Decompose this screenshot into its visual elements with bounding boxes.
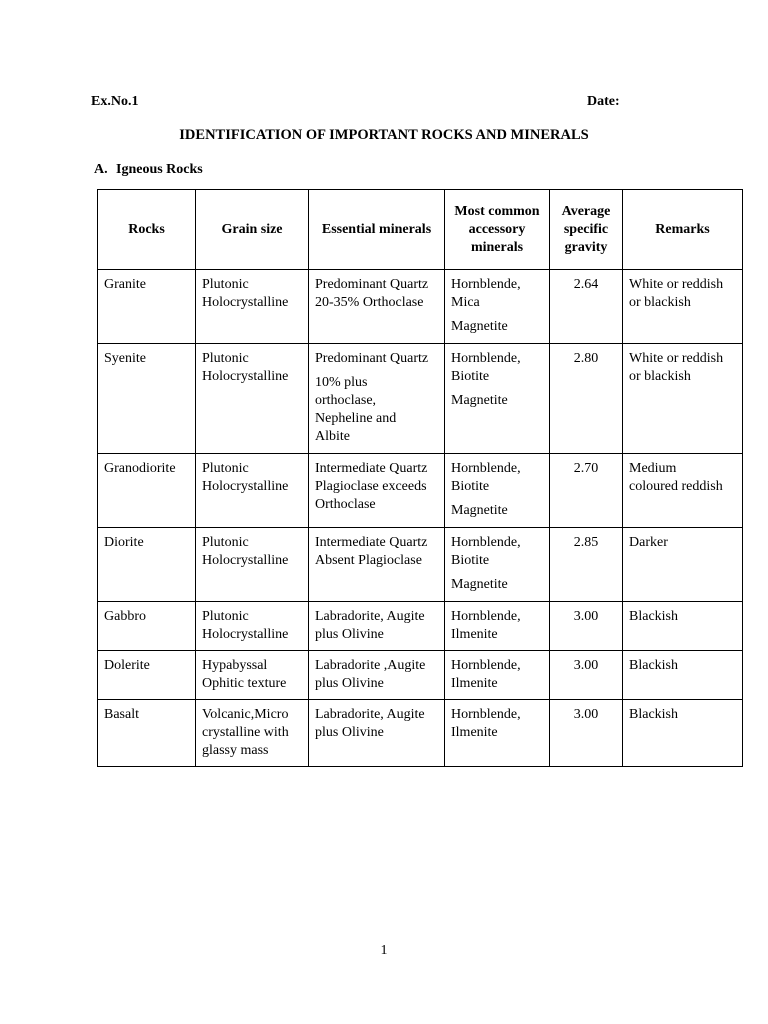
cell-grain-size-line: Holocrystalline bbox=[202, 369, 289, 384]
cell-accessory-minerals-paragraph bbox=[451, 392, 543, 410]
cell-accessory-minerals-paragraph bbox=[451, 608, 543, 644]
cell-essential-minerals-paragraph bbox=[315, 350, 438, 368]
cell-remarks bbox=[623, 700, 743, 767]
cell-remarks bbox=[623, 344, 743, 454]
cell-essential-minerals-line: Predominant Quartz bbox=[315, 277, 429, 292]
cell-accessory-minerals-line: Magnetite bbox=[451, 503, 508, 518]
cell-essential-minerals-line: Absent Plagioclase bbox=[315, 553, 422, 568]
cell-rock-name: Granodiorite bbox=[98, 454, 196, 528]
section-label: Igneous Rocks bbox=[116, 162, 203, 177]
cell-essential-minerals-paragraph bbox=[315, 276, 438, 312]
cell-essential-minerals-paragraph bbox=[315, 460, 438, 514]
cell-grain-size-line: Holocrystalline bbox=[202, 479, 289, 494]
cell-grain-size bbox=[196, 651, 309, 700]
cell-essential-minerals-line: plus Olivine bbox=[315, 627, 384, 642]
cell-grain-size-line: crystalline with bbox=[202, 725, 289, 740]
cell-accessory-minerals bbox=[445, 270, 550, 344]
cell-grain-size-line: Ophitic texture bbox=[202, 676, 287, 691]
cell-grain-size-line: Volcanic,Micro bbox=[202, 707, 289, 722]
cell-accessory-minerals-line: Hornblende, bbox=[451, 609, 521, 624]
cell-remarks-line: Blackish bbox=[629, 609, 678, 624]
table-body bbox=[98, 270, 743, 767]
cell-essential-minerals-line: Labradorite ,Augite bbox=[315, 658, 426, 673]
cell-essential-minerals-line: Labradorite, Augite bbox=[315, 707, 425, 722]
cell-accessory-minerals-line: Hornblende, bbox=[451, 535, 521, 550]
section-letter: A. bbox=[94, 162, 108, 177]
cell-essential-minerals-paragraph bbox=[315, 608, 438, 644]
column-header-essential-minerals: Essential minerals bbox=[309, 190, 445, 270]
cell-accessory-minerals-line: Hornblende, bbox=[451, 277, 521, 292]
cell-remarks bbox=[623, 651, 743, 700]
cell-grain-size bbox=[196, 454, 309, 528]
table-row bbox=[98, 344, 743, 454]
cell-essential-minerals-line: orthoclase, bbox=[315, 393, 377, 408]
table-row bbox=[98, 454, 743, 528]
cell-grain-size bbox=[196, 344, 309, 454]
table-row bbox=[98, 270, 743, 344]
cell-accessory-minerals-line: Magnetite bbox=[451, 319, 508, 334]
cell-specific-gravity: 3.00 bbox=[550, 602, 623, 651]
cell-essential-minerals-paragraph bbox=[315, 534, 438, 570]
cell-essential-minerals-line: 10% plus bbox=[315, 375, 368, 390]
table-row bbox=[98, 528, 743, 602]
column-header-rocks: Rocks bbox=[98, 190, 196, 270]
cell-essential-minerals bbox=[309, 602, 445, 651]
cell-essential-minerals bbox=[309, 651, 445, 700]
cell-accessory-minerals bbox=[445, 454, 550, 528]
cell-specific-gravity: 3.00 bbox=[550, 651, 623, 700]
cell-accessory-minerals-paragraph bbox=[451, 576, 543, 594]
page-number: 1 bbox=[380, 943, 388, 958]
cell-accessory-minerals-line: Hornblende, bbox=[451, 707, 521, 722]
cell-essential-minerals bbox=[309, 454, 445, 528]
cell-remarks-line: Blackish bbox=[629, 707, 678, 722]
cell-grain-size-line: Holocrystalline bbox=[202, 627, 289, 642]
cell-accessory-minerals-line: Magnetite bbox=[451, 393, 508, 408]
cell-grain-size-line: Holocrystalline bbox=[202, 295, 289, 310]
date-label: Date: bbox=[587, 94, 620, 109]
cell-accessory-minerals-line: Biotite bbox=[451, 553, 490, 568]
cell-essential-minerals-line: Nepheline and bbox=[315, 411, 397, 426]
cell-grain-size-line: Plutonic bbox=[202, 609, 249, 624]
cell-grain-size-line: Plutonic bbox=[202, 461, 249, 476]
cell-essential-minerals bbox=[309, 528, 445, 602]
cell-remarks-line: Medium bbox=[629, 461, 677, 476]
cell-accessory-minerals-paragraph bbox=[451, 318, 543, 336]
cell-essential-minerals-line: 20-35% Orthoclase bbox=[315, 295, 424, 310]
cell-accessory-minerals-line: Ilmenite bbox=[451, 725, 498, 740]
cell-essential-minerals-line: Plagioclase exceeds bbox=[315, 479, 427, 494]
cell-rock-name: Granite bbox=[98, 270, 196, 344]
cell-grain-size bbox=[196, 602, 309, 651]
cell-remarks bbox=[623, 270, 743, 344]
cell-grain-size bbox=[196, 528, 309, 602]
table-row bbox=[98, 602, 743, 651]
cell-accessory-minerals bbox=[445, 344, 550, 454]
cell-remarks bbox=[623, 454, 743, 528]
cell-remarks-line: or blackish bbox=[629, 369, 691, 384]
cell-accessory-minerals-line: Magnetite bbox=[451, 577, 508, 592]
cell-remarks-line: White or reddish bbox=[629, 351, 724, 366]
cell-essential-minerals-paragraph bbox=[315, 374, 438, 446]
cell-accessory-minerals-line: Biotite bbox=[451, 479, 490, 494]
cell-accessory-minerals-paragraph bbox=[451, 350, 543, 386]
cell-accessory-minerals bbox=[445, 528, 550, 602]
cell-essential-minerals-line: Predominant Quartz bbox=[315, 351, 429, 366]
cell-essential-minerals-line: Albite bbox=[315, 429, 350, 444]
cell-remarks-line: coloured reddish bbox=[629, 479, 723, 494]
cell-grain-size-line: glassy mass bbox=[202, 743, 269, 758]
rocks-table bbox=[97, 189, 743, 767]
cell-essential-minerals-paragraph bbox=[315, 657, 438, 693]
cell-rock-name: Syenite bbox=[98, 344, 196, 454]
cell-rock-name: Basalt bbox=[98, 700, 196, 767]
cell-essential-minerals-paragraph bbox=[315, 706, 438, 742]
cell-accessory-minerals-line: Mica bbox=[451, 295, 480, 310]
cell-grain-size bbox=[196, 270, 309, 344]
cell-accessory-minerals-paragraph bbox=[451, 276, 543, 312]
section-heading bbox=[94, 162, 203, 178]
cell-accessory-minerals-line: Hornblende, bbox=[451, 658, 521, 673]
cell-accessory-minerals-paragraph bbox=[451, 706, 543, 742]
cell-essential-minerals-line: plus Olivine bbox=[315, 725, 384, 740]
cell-essential-minerals-line: Intermediate Quartz bbox=[315, 461, 428, 476]
cell-grain-size bbox=[196, 700, 309, 767]
cell-essential-minerals bbox=[309, 344, 445, 454]
cell-accessory-minerals-line: Hornblende, bbox=[451, 461, 521, 476]
cell-specific-gravity: 2.85 bbox=[550, 528, 623, 602]
cell-grain-size-line: Plutonic bbox=[202, 351, 249, 366]
cell-essential-minerals-line: Orthoclase bbox=[315, 497, 376, 512]
cell-accessory-minerals bbox=[445, 651, 550, 700]
cell-accessory-minerals-line: Ilmenite bbox=[451, 627, 498, 642]
table-header-row bbox=[98, 190, 743, 270]
cell-grain-size-line: Holocrystalline bbox=[202, 553, 289, 568]
cell-accessory-minerals bbox=[445, 602, 550, 651]
cell-remarks-line: Darker bbox=[629, 535, 668, 550]
column-header-remarks: Remarks bbox=[623, 190, 743, 270]
cell-accessory-minerals-paragraph bbox=[451, 534, 543, 570]
exercise-number: Ex.No.1 bbox=[91, 94, 139, 109]
cell-accessory-minerals bbox=[445, 700, 550, 767]
cell-essential-minerals-line: plus Olivine bbox=[315, 676, 384, 691]
column-header-accessory-minerals: Most common accessory minerals bbox=[445, 190, 550, 270]
page-title: IDENTIFICATION OF IMPORTANT ROCKS AND MINERALS bbox=[179, 127, 589, 143]
table-row bbox=[98, 651, 743, 700]
table-row bbox=[98, 700, 743, 767]
cell-essential-minerals bbox=[309, 270, 445, 344]
cell-specific-gravity: 2.64 bbox=[550, 270, 623, 344]
cell-remarks bbox=[623, 528, 743, 602]
cell-grain-size-line: Plutonic bbox=[202, 535, 249, 550]
cell-grain-size-line: Plutonic bbox=[202, 277, 249, 292]
cell-accessory-minerals-paragraph bbox=[451, 502, 543, 520]
cell-rock-name: Dolerite bbox=[98, 651, 196, 700]
cell-remarks-line: Blackish bbox=[629, 658, 678, 673]
cell-accessory-minerals-paragraph bbox=[451, 460, 543, 496]
cell-essential-minerals-line: Labradorite, Augite bbox=[315, 609, 425, 624]
cell-remarks bbox=[623, 602, 743, 651]
cell-accessory-minerals-line: Hornblende, bbox=[451, 351, 521, 366]
cell-accessory-minerals-line: Ilmenite bbox=[451, 676, 498, 691]
column-header-specific-gravity: Average specific gravity bbox=[550, 190, 623, 270]
column-header-grain-size: Grain size bbox=[196, 190, 309, 270]
cell-accessory-minerals-paragraph bbox=[451, 657, 543, 693]
cell-essential-minerals-line: Intermediate Quartz bbox=[315, 535, 428, 550]
cell-rock-name: Diorite bbox=[98, 528, 196, 602]
cell-specific-gravity: 2.70 bbox=[550, 454, 623, 528]
cell-remarks-line: or blackish bbox=[629, 295, 691, 310]
cell-accessory-minerals-line: Biotite bbox=[451, 369, 490, 384]
cell-specific-gravity: 2.80 bbox=[550, 344, 623, 454]
cell-grain-size-line: Hypabyssal bbox=[202, 658, 268, 673]
cell-specific-gravity: 3.00 bbox=[550, 700, 623, 767]
cell-remarks-line: White or reddish bbox=[629, 277, 724, 292]
cell-rock-name: Gabbro bbox=[98, 602, 196, 651]
cell-essential-minerals bbox=[309, 700, 445, 767]
